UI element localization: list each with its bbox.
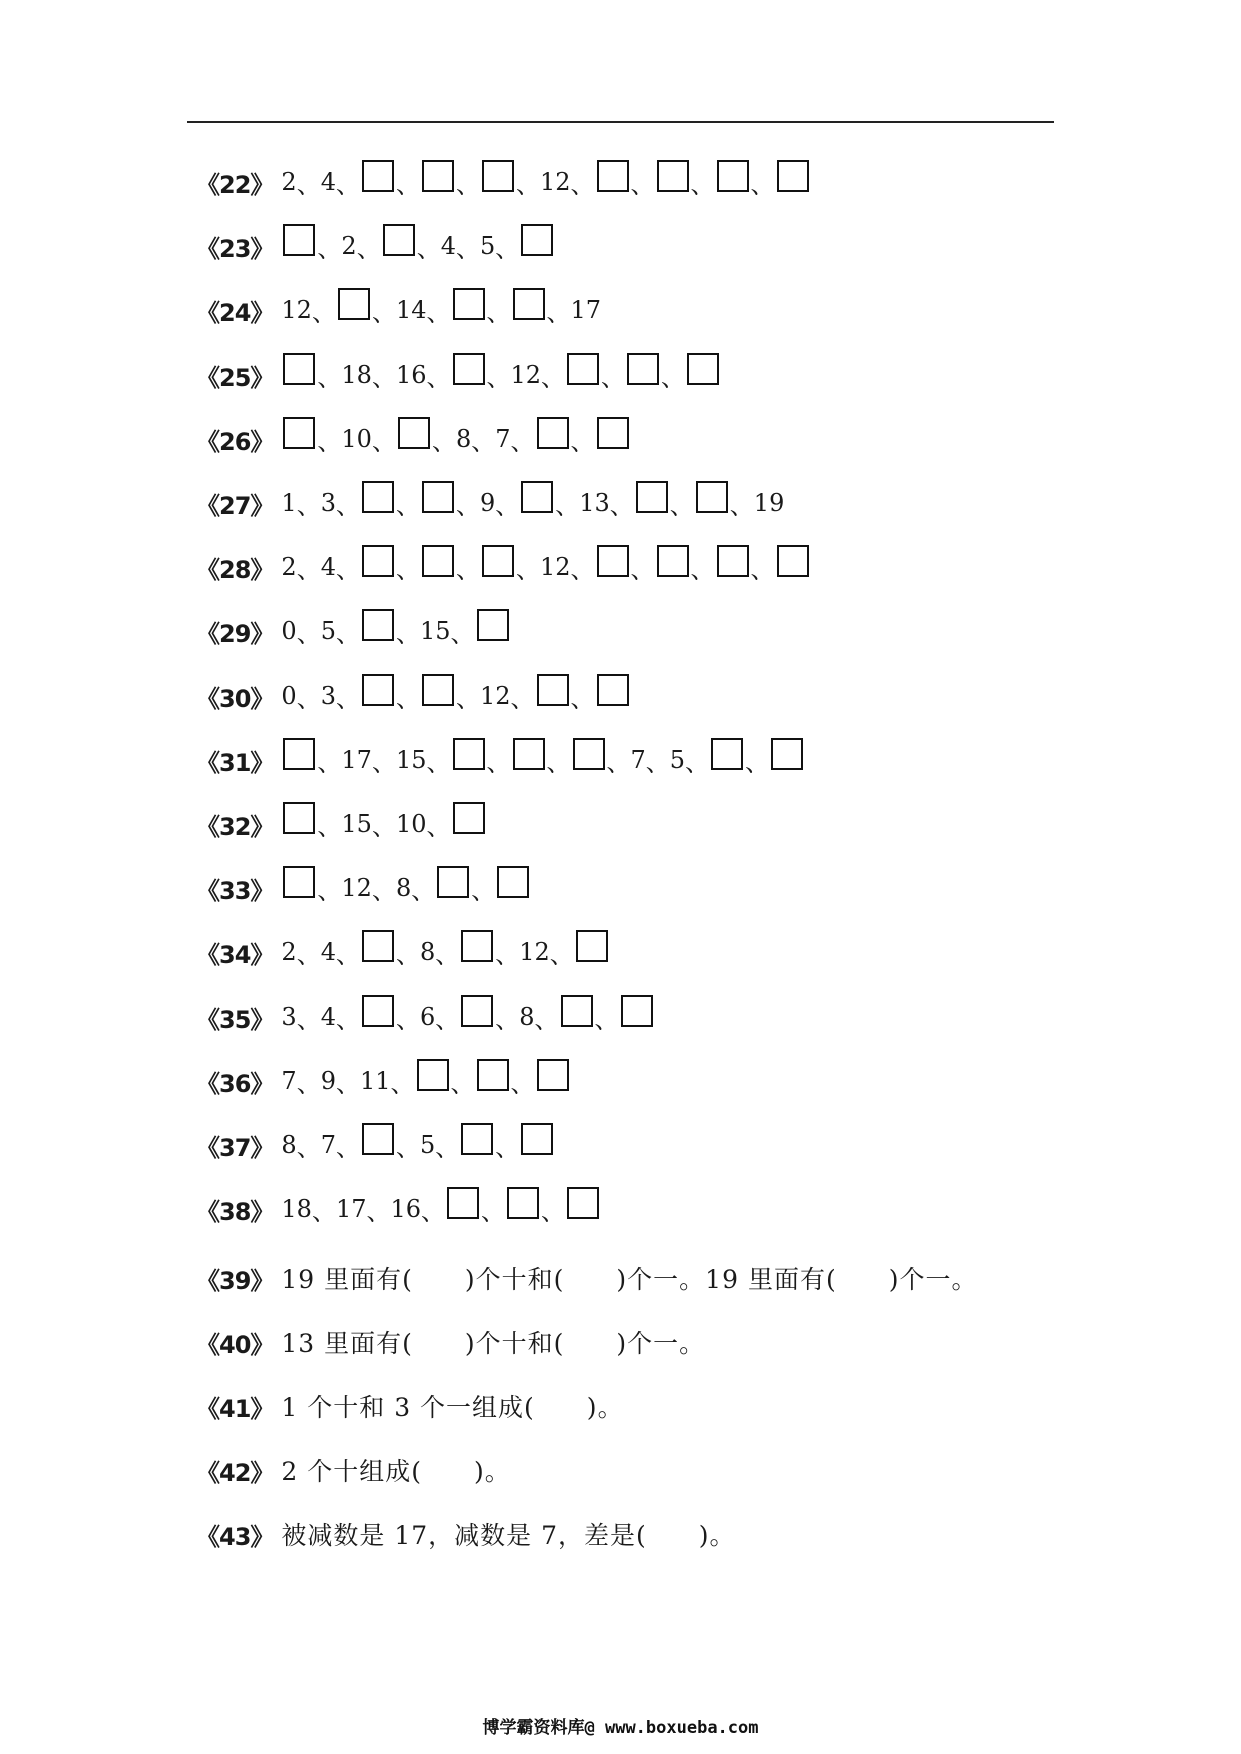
answer-box[interactable] (771, 738, 803, 770)
separator: 、 (371, 748, 396, 777)
sequence-number: 9 (320, 1067, 336, 1095)
answer-box[interactable] (362, 609, 394, 641)
separator: 、 (335, 491, 360, 520)
separator: 、 (371, 298, 396, 327)
separator: 、 (296, 491, 321, 520)
sequence-number: 18 (281, 1195, 312, 1223)
separator: 、 (455, 491, 480, 520)
answer-box[interactable] (283, 224, 315, 256)
sequence-number: 1 (281, 489, 297, 517)
sequence-number: 8 (455, 425, 472, 453)
sequence-number: 5 (479, 232, 496, 260)
answer-box[interactable] (513, 738, 545, 770)
sequence-number: 4 (320, 168, 336, 196)
sequence-number: 7 (495, 425, 511, 453)
question-43 (196, 1512, 736, 1556)
question-number: 《41》 (196, 1394, 274, 1423)
separator: 、 (495, 1133, 520, 1162)
separator: 、 (630, 170, 655, 199)
separator: 、 (515, 555, 540, 584)
separator: 、 (455, 555, 480, 584)
separator: 、 (395, 619, 420, 648)
separator: 、 (411, 876, 436, 905)
separator: 、 (296, 619, 321, 648)
answer-box[interactable] (657, 160, 689, 192)
answer-box[interactable] (398, 417, 430, 449)
separator: 、 (317, 748, 342, 777)
separator: 、 (570, 555, 595, 584)
question-23 (196, 224, 555, 268)
sequence-number: 8 (281, 1131, 297, 1159)
question-27 (196, 481, 784, 525)
separator: 、 (335, 170, 360, 199)
question-number: 《38》 (196, 1197, 274, 1226)
sequence-number: 11 (359, 1067, 391, 1095)
sequence-number: 6 (419, 1003, 436, 1031)
question-30 (196, 674, 631, 718)
sequence-number: 15 (419, 617, 451, 645)
question-number: 《42》 (196, 1458, 274, 1487)
separator: 、 (317, 234, 342, 263)
separator: 、 (450, 619, 475, 648)
separator: 、 (311, 1197, 336, 1226)
answer-box[interactable] (338, 288, 370, 320)
separator: 、 (541, 363, 566, 392)
sequence-number: 8 (519, 1003, 535, 1031)
separator: 、 (555, 491, 580, 520)
answer-box[interactable] (447, 1187, 479, 1219)
answer-box[interactable] (482, 160, 514, 192)
sequence-number: 3 (320, 489, 336, 517)
question-text: 19 里面有( )个十和( )个一。19 里面有( )个一。 (281, 1265, 978, 1294)
question-40 (196, 1320, 705, 1364)
question-22 (196, 160, 811, 204)
question-28 (196, 545, 811, 589)
separator: 、 (486, 298, 511, 327)
sequence-number: 14 (395, 296, 427, 324)
sequence-number: 12 (519, 938, 550, 966)
separator: 、 (601, 363, 626, 392)
separator: 、 (296, 684, 321, 713)
answer-box[interactable] (283, 738, 315, 770)
question-number: 《28》 (196, 555, 274, 584)
question-number: 《22》 (196, 170, 274, 199)
answer-box[interactable] (453, 288, 485, 320)
sequence-number: 13 (579, 489, 610, 517)
answer-box[interactable] (461, 995, 493, 1027)
separator: 、 (395, 684, 420, 713)
separator: 、 (395, 940, 420, 969)
question-42 (196, 1448, 511, 1492)
answer-box[interactable] (521, 224, 553, 256)
separator: 、 (455, 684, 480, 713)
sequence-number: 5 (669, 746, 686, 774)
separator: 、 (435, 1133, 460, 1162)
question-37 (196, 1123, 555, 1167)
sequence-number: 12 (281, 296, 312, 324)
separator: 、 (317, 427, 342, 456)
separator: 、 (421, 1197, 446, 1226)
separator: 、 (750, 555, 775, 584)
separator: 、 (317, 363, 342, 392)
separator: 、 (486, 363, 511, 392)
separator: 、 (311, 298, 336, 327)
answer-box[interactable] (777, 545, 809, 577)
separator: 、 (450, 1069, 475, 1098)
separator: 、 (335, 684, 360, 713)
separator: 、 (471, 876, 496, 905)
answer-box[interactable] (513, 288, 545, 320)
sequence-number: 16 (390, 1195, 422, 1223)
separator: 、 (495, 234, 520, 263)
question-39 (196, 1256, 977, 1300)
answer-box[interactable] (453, 802, 485, 834)
question-number: 《26》 (196, 427, 274, 456)
answer-box[interactable] (283, 802, 315, 834)
answer-box[interactable] (362, 160, 394, 192)
separator: 、 (549, 940, 574, 969)
answer-box[interactable] (477, 609, 509, 641)
separator: 、 (685, 748, 710, 777)
answer-box[interactable] (422, 481, 454, 513)
sequence-number: 2 (281, 168, 297, 196)
sequence-number: 10 (395, 810, 427, 838)
question-36 (196, 1059, 571, 1103)
separator: 、 (534, 1005, 559, 1034)
sequence-number: 5 (419, 1131, 436, 1159)
answer-box[interactable] (561, 995, 593, 1027)
answer-box[interactable] (362, 674, 394, 706)
sequence-number: 2 (281, 938, 297, 966)
separator: 、 (510, 1069, 535, 1098)
question-number: 《43》 (196, 1522, 274, 1551)
answer-box[interactable] (453, 738, 485, 770)
question-29 (196, 609, 511, 653)
header-rule (187, 121, 1054, 123)
answer-box[interactable] (422, 545, 454, 577)
separator: 、 (481, 1197, 506, 1226)
sequence-number: 10 (341, 425, 372, 453)
separator: 、 (606, 748, 631, 777)
question-number: 《37》 (196, 1133, 274, 1162)
separator: 、 (510, 427, 535, 456)
question-number: 《32》 (196, 812, 274, 841)
separator: 、 (690, 170, 715, 199)
question-number: 《24》 (196, 298, 274, 327)
answer-box[interactable] (507, 1187, 539, 1219)
answer-box[interactable] (461, 1123, 493, 1155)
answer-box[interactable] (597, 545, 629, 577)
answer-box[interactable] (437, 866, 469, 898)
separator: 、 (356, 234, 381, 263)
separator: 、 (371, 363, 396, 392)
answer-box[interactable] (417, 1059, 449, 1091)
answer-box[interactable] (461, 930, 493, 962)
answer-box[interactable] (283, 866, 315, 898)
sequence-number: 0 (281, 682, 297, 710)
separator: 、 (541, 1197, 566, 1226)
separator: 、 (395, 1133, 420, 1162)
sequence-number: 0 (281, 617, 297, 645)
separator: 、 (729, 491, 754, 520)
answer-box[interactable] (567, 1187, 599, 1219)
separator: 、 (486, 748, 511, 777)
separator: 、 (335, 1069, 360, 1098)
answer-box[interactable] (497, 866, 529, 898)
separator: 、 (335, 940, 360, 969)
answer-box[interactable] (362, 930, 394, 962)
sequence-number: 3 (281, 1003, 297, 1031)
separator: 、 (455, 234, 480, 263)
question-33 (196, 866, 531, 910)
separator: 、 (630, 555, 655, 584)
separator: 、 (570, 427, 595, 456)
answer-box[interactable] (482, 545, 514, 577)
separator: 、 (395, 555, 420, 584)
question-31 (196, 738, 805, 782)
separator: 、 (661, 363, 686, 392)
sequence-number: 15 (395, 746, 427, 774)
sequence-number: 7 (630, 746, 646, 774)
answer-box[interactable] (422, 160, 454, 192)
separator: 、 (510, 684, 535, 713)
sequence-number: 2 (341, 232, 357, 260)
sequence-number: 12 (539, 168, 571, 196)
separator: 、 (317, 876, 342, 905)
sequence-number: 18 (341, 361, 372, 389)
question-text: 1 个十和 3 个一组成( )。 (281, 1393, 624, 1422)
separator: 、 (366, 1197, 391, 1226)
answer-box[interactable] (362, 995, 394, 1027)
answer-box[interactable] (657, 545, 689, 577)
sequence-number: 15 (341, 810, 372, 838)
question-number: 《39》 (196, 1266, 274, 1295)
sequence-number: 8 (395, 874, 412, 902)
separator: 、 (645, 748, 670, 777)
separator: 、 (426, 748, 451, 777)
answer-box[interactable] (383, 224, 415, 256)
answer-box[interactable] (777, 160, 809, 192)
separator: 、 (335, 1133, 360, 1162)
question-number: 《31》 (196, 748, 274, 777)
separator: 、 (371, 876, 396, 905)
sequence-number: 9 (479, 489, 496, 517)
sequence-number: 16 (395, 361, 427, 389)
question-32 (196, 802, 487, 846)
separator: 、 (296, 170, 321, 199)
separator: 、 (471, 427, 496, 456)
sequence-number: 17 (570, 296, 602, 324)
answer-box[interactable] (597, 674, 629, 706)
sequence-number: 4 (320, 938, 336, 966)
separator: 、 (426, 363, 451, 392)
sequence-number: 5 (320, 617, 336, 645)
separator: 、 (594, 1005, 619, 1034)
separator: 、 (455, 170, 480, 199)
separator: 、 (390, 1069, 415, 1098)
separator: 、 (296, 1133, 321, 1162)
sequence-number: 4 (320, 553, 336, 581)
answer-box[interactable] (627, 353, 659, 385)
question-number: 《30》 (196, 684, 274, 713)
answer-box[interactable] (636, 481, 668, 513)
answer-box[interactable] (717, 160, 749, 192)
sequence-number: 7 (320, 1131, 336, 1159)
separator: 、 (546, 298, 571, 327)
separator: 、 (395, 491, 420, 520)
question-24 (196, 288, 601, 332)
sequence-number: 12 (341, 874, 372, 902)
separator: 、 (335, 1005, 360, 1034)
sequence-number: 12 (539, 553, 571, 581)
sequence-number: 7 (281, 1067, 297, 1095)
sequence-number: 4 (320, 1003, 336, 1031)
question-number: 《23》 (196, 234, 274, 263)
separator: 、 (546, 748, 571, 777)
separator: 、 (395, 170, 420, 199)
footer-watermark: 博学霸资料库@ www.boxueba.com (482, 1718, 759, 1738)
answer-box[interactable] (537, 674, 569, 706)
question-number: 《34》 (196, 940, 274, 969)
answer-box[interactable] (362, 1123, 394, 1155)
answer-box[interactable] (621, 995, 653, 1027)
separator: 、 (435, 1005, 460, 1034)
answer-box[interactable] (576, 930, 608, 962)
answer-box[interactable] (537, 417, 569, 449)
answer-box[interactable] (362, 545, 394, 577)
sequence-number: 3 (320, 682, 336, 710)
answer-box[interactable] (362, 481, 394, 513)
sequence-number: 19 (753, 489, 785, 517)
separator: 、 (426, 812, 451, 841)
question-number: 《33》 (196, 876, 274, 905)
separator: 、 (296, 940, 321, 969)
separator: 、 (335, 555, 360, 584)
question-text: 2 个十组成( )。 (281, 1457, 511, 1486)
answer-box[interactable] (597, 417, 629, 449)
separator: 、 (435, 940, 460, 969)
sequence-number: 12 (479, 682, 511, 710)
sequence-number: 17 (335, 1195, 367, 1223)
separator: 、 (296, 1005, 321, 1034)
answer-box[interactable] (711, 738, 743, 770)
question-number: 《36》 (196, 1069, 274, 1098)
sequence-number: 8 (419, 938, 436, 966)
question-26 (196, 417, 631, 461)
separator: 、 (371, 812, 396, 841)
answer-box[interactable] (283, 417, 315, 449)
question-number: 《29》 (196, 619, 274, 648)
question-number: 《25》 (196, 363, 274, 392)
answer-box[interactable] (521, 481, 553, 513)
separator: 、 (495, 1005, 520, 1034)
question-41 (196, 1384, 624, 1428)
question-number: 《40》 (196, 1330, 274, 1359)
separator: 、 (416, 234, 441, 263)
question-38 (196, 1187, 601, 1231)
question-text: 被减数是 17，减数是 7，差是( )。 (281, 1521, 736, 1550)
question-35 (196, 995, 655, 1039)
question-text: 13 里面有( )个十和( )个一。 (281, 1329, 706, 1358)
separator: 、 (495, 940, 520, 969)
answer-box[interactable] (573, 738, 605, 770)
answer-box[interactable] (687, 353, 719, 385)
answer-box[interactable] (422, 674, 454, 706)
question-number: 《35》 (196, 1005, 274, 1034)
separator: 、 (745, 748, 770, 777)
sequence-number: 2 (281, 553, 297, 581)
answer-box[interactable] (453, 353, 485, 385)
separator: 、 (296, 1069, 321, 1098)
separator: 、 (495, 491, 520, 520)
separator: 、 (296, 555, 321, 584)
answer-box[interactable] (717, 545, 749, 577)
answer-box[interactable] (696, 481, 728, 513)
separator: 、 (570, 170, 595, 199)
answer-box[interactable] (567, 353, 599, 385)
separator: 、 (371, 427, 396, 456)
answer-box[interactable] (597, 160, 629, 192)
answer-box[interactable] (283, 353, 315, 385)
separator: 、 (317, 812, 342, 841)
sequence-number: 17 (341, 746, 372, 774)
separator: 、 (669, 491, 694, 520)
answer-box[interactable] (537, 1059, 569, 1091)
question-25 (196, 353, 721, 397)
answer-box[interactable] (477, 1059, 509, 1091)
separator: 、 (690, 555, 715, 584)
answer-box[interactable] (521, 1123, 553, 1155)
separator: 、 (335, 619, 360, 648)
separator: 、 (431, 427, 456, 456)
question-number: 《27》 (196, 491, 274, 520)
separator: 、 (395, 1005, 420, 1034)
separator: 、 (426, 298, 451, 327)
sequence-number: 12 (510, 361, 542, 389)
separator: 、 (609, 491, 634, 520)
sequence-number: 4 (440, 232, 456, 260)
separator: 、 (570, 684, 595, 713)
separator: 、 (515, 170, 540, 199)
question-34 (196, 930, 610, 974)
separator: 、 (750, 170, 775, 199)
